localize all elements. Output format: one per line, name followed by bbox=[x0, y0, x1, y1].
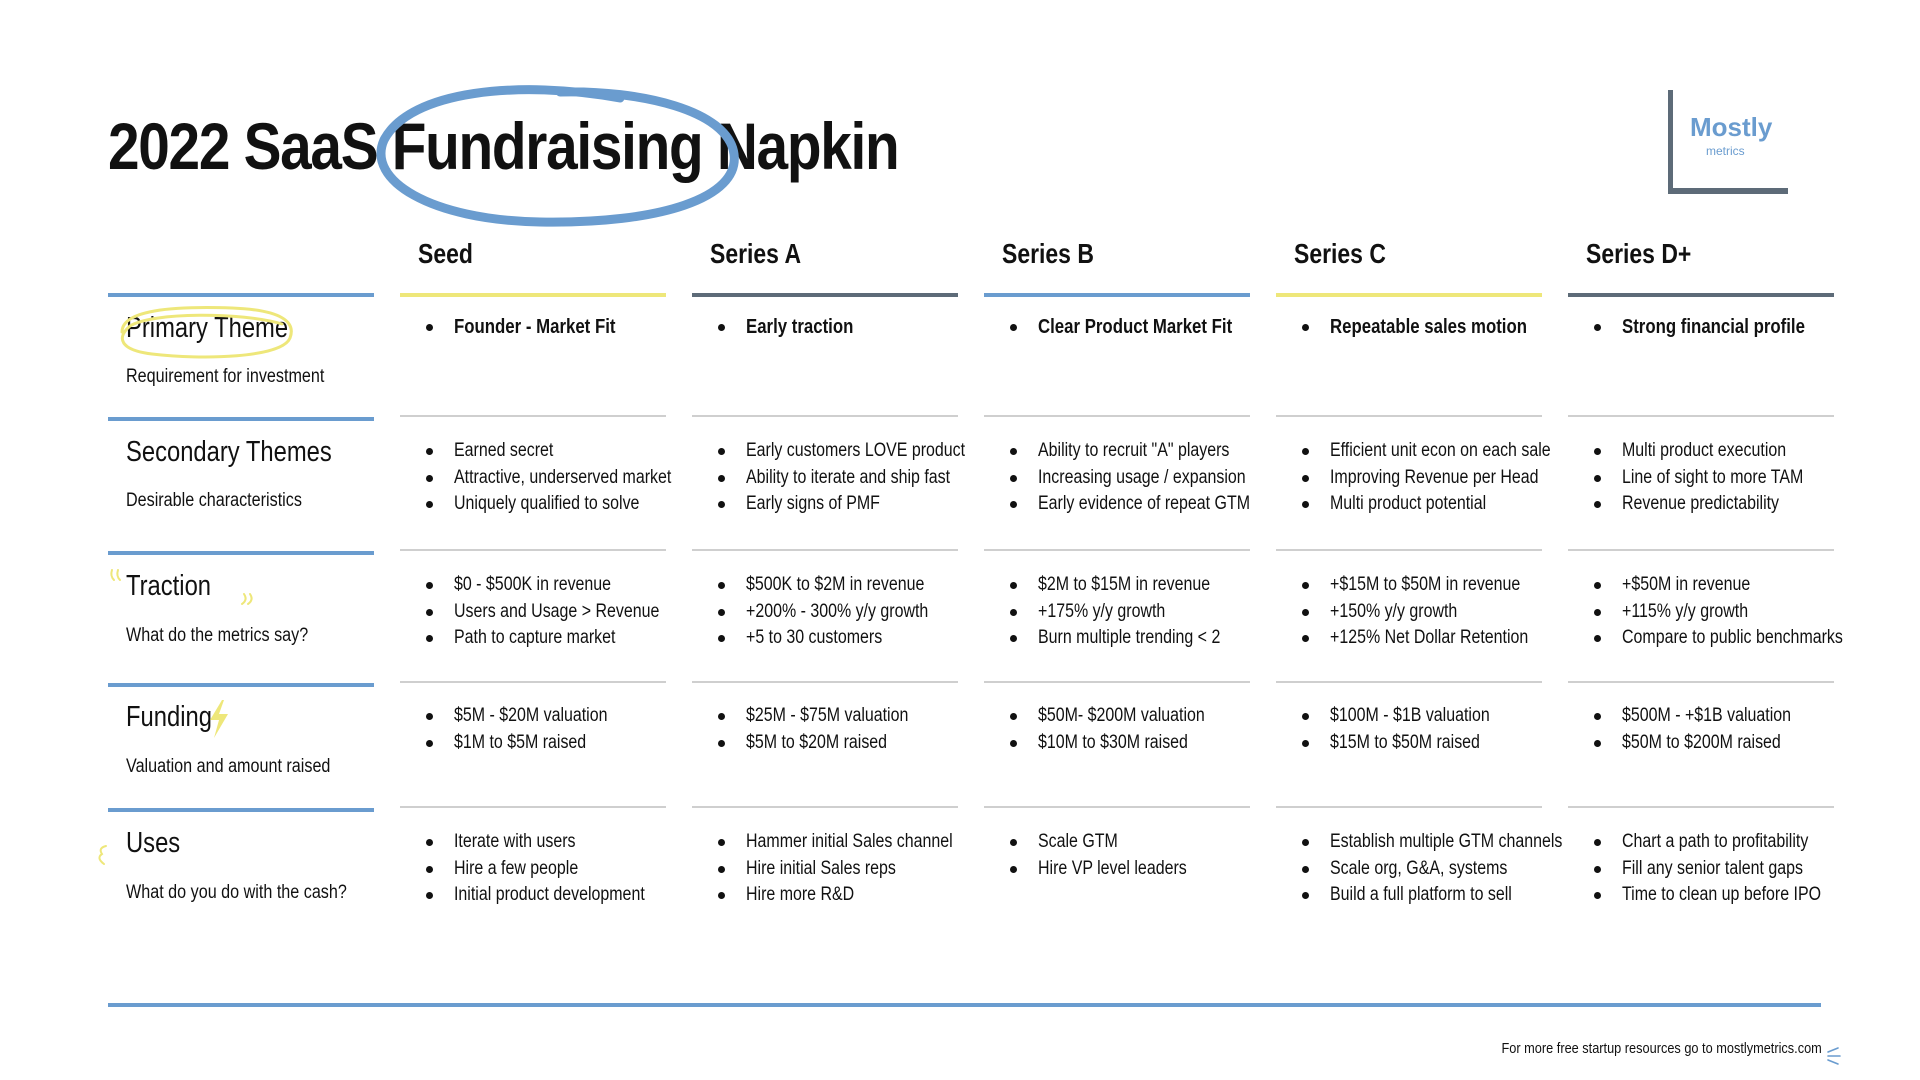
quote-marks-icon bbox=[108, 566, 128, 586]
list-item-text: Efficient unit econ on each sale bbox=[1330, 440, 1551, 461]
list-item bbox=[1300, 438, 1593, 465]
cell-uses-series-c bbox=[1300, 829, 1607, 909]
list-item-text: Hire a few people bbox=[454, 857, 579, 879]
list-item bbox=[1300, 599, 1566, 626]
list-item-text: Time to clean up before IPO bbox=[1622, 884, 1822, 905]
cell-primary-theme-series-a bbox=[716, 314, 874, 341]
row-divider-series-b bbox=[984, 415, 1250, 417]
list-item-text: Line of sight to more TAM bbox=[1622, 466, 1804, 488]
list-item-text: Early traction bbox=[746, 316, 854, 338]
list-item-text: Ability to recruit "A" players bbox=[1038, 440, 1230, 461]
list-item bbox=[1592, 829, 1859, 856]
cell-funding-series-c bbox=[1300, 703, 1520, 756]
row-divider-series-b bbox=[984, 681, 1250, 683]
row-subtitle-uses: What do you do with the cash? bbox=[126, 882, 347, 903]
list-item-text: +115% y/y growth bbox=[1622, 600, 1749, 622]
row-title-secondary-themes: Secondary Themes bbox=[126, 436, 332, 468]
list-item bbox=[424, 856, 681, 883]
row-subtitle-secondary-themes: Desirable characteristics bbox=[126, 490, 302, 511]
series-c-accent-line bbox=[1276, 293, 1542, 297]
cell-secondary-themes-seed bbox=[424, 438, 713, 518]
list-item bbox=[1008, 829, 1215, 856]
list-item-text: Multi product potential bbox=[1330, 493, 1487, 514]
list-item bbox=[1592, 730, 1823, 757]
list-item-text: +150% y/y growth bbox=[1330, 600, 1458, 622]
list-item-text: $5M - $20M valuation bbox=[454, 705, 608, 726]
logo-wordmark: Mostly bbox=[1690, 112, 1773, 142]
row-divider-series-b bbox=[984, 806, 1250, 808]
list-item-text: Chart a path to profitability bbox=[1622, 831, 1809, 852]
list-item-text: Initial product development bbox=[454, 884, 645, 905]
list-item bbox=[716, 829, 992, 856]
cell-primary-theme-series-b bbox=[1008, 314, 1269, 341]
list-item-text: Revenue predictability bbox=[1622, 493, 1780, 514]
list-item-text: +175% y/y growth bbox=[1038, 600, 1166, 622]
list-item-text: $50M- $200M valuation bbox=[1038, 705, 1205, 726]
list-item-text: Early customers LOVE product bbox=[746, 440, 966, 461]
list-item-text: Improving Revenue per Head bbox=[1330, 466, 1539, 488]
footer-divider bbox=[108, 1003, 1821, 1007]
list-item bbox=[1300, 625, 1566, 652]
list-item-text: Scale org, G&A, systems bbox=[1330, 857, 1508, 879]
list-item-text: +125% Net Dollar Retention bbox=[1330, 627, 1529, 648]
list-item-text: Clear Product Market Fit bbox=[1038, 316, 1233, 338]
list-item-text: $100M - $1B valuation bbox=[1330, 705, 1490, 726]
cell-secondary-themes-series-b bbox=[1008, 438, 1290, 518]
list-item bbox=[1592, 491, 1838, 518]
row-divider-series-b bbox=[984, 549, 1250, 551]
list-item bbox=[424, 438, 713, 465]
row-title-traction: Traction bbox=[126, 570, 212, 602]
list-item-text: $25M - $75M valuation bbox=[746, 705, 909, 726]
row-divider-label bbox=[108, 808, 374, 812]
list-item-text: Hire initial Sales reps bbox=[746, 857, 896, 879]
list-item bbox=[1300, 314, 1565, 341]
list-item bbox=[1300, 856, 1607, 883]
list-item-text: $500K to $2M in revenue bbox=[746, 574, 925, 595]
list-item bbox=[1592, 465, 1838, 492]
list-item bbox=[1592, 314, 1840, 341]
list-item-text: $15M to $50M raised bbox=[1330, 731, 1480, 753]
row-divider-seed bbox=[400, 415, 666, 417]
cell-uses-series-a bbox=[716, 829, 992, 909]
list-item-text: $50M to $200M raised bbox=[1622, 731, 1781, 753]
list-item bbox=[1008, 572, 1255, 599]
row-divider-series-a bbox=[692, 806, 958, 808]
list-item bbox=[716, 730, 939, 757]
page-title: 2022 SaaS Fundraising Napkin bbox=[108, 109, 899, 183]
list-item bbox=[424, 572, 699, 599]
list-item bbox=[1300, 703, 1520, 730]
list-item bbox=[716, 465, 1007, 492]
row-subtitle-primary-theme: Requirement for investment bbox=[126, 366, 325, 387]
cell-traction-series-d bbox=[1592, 572, 1885, 652]
list-item-text: Uniquely qualified to solve bbox=[454, 493, 640, 514]
list-item bbox=[716, 314, 874, 341]
cell-traction-series-c bbox=[1300, 572, 1566, 652]
row-divider-series-d bbox=[1568, 549, 1834, 551]
list-item bbox=[424, 829, 681, 856]
list-item-text: Early signs of PMF bbox=[746, 493, 880, 514]
list-item bbox=[424, 703, 637, 730]
list-item bbox=[1300, 829, 1607, 856]
list-item bbox=[424, 882, 681, 909]
stage-header-series-a: Series A bbox=[710, 238, 802, 269]
list-item-text: $1M to $5M raised bbox=[454, 731, 587, 753]
cell-secondary-themes-series-a bbox=[716, 438, 1007, 518]
cell-funding-series-a bbox=[716, 703, 939, 756]
list-item-text: Establish multiple GTM channels bbox=[1330, 831, 1563, 852]
mostly-metrics-logo bbox=[1668, 90, 1792, 194]
list-item-text: Users and Usage > Revenue bbox=[454, 600, 660, 622]
scribble-highlight-icon bbox=[112, 302, 298, 364]
list-item bbox=[716, 703, 939, 730]
stage-header-seed: Seed bbox=[418, 238, 473, 269]
list-item bbox=[1592, 882, 1859, 909]
list-item bbox=[716, 882, 992, 909]
list-item-text: Path to capture market bbox=[454, 627, 616, 648]
cell-primary-theme-series-d bbox=[1592, 314, 1840, 341]
cell-primary-theme-seed bbox=[424, 314, 646, 341]
list-item-text: $10M to $30M raised bbox=[1038, 731, 1188, 753]
row-divider-series-a bbox=[692, 415, 958, 417]
cell-funding-seed bbox=[424, 703, 637, 756]
row-divider-label bbox=[108, 417, 374, 421]
logo-subtext: metrics bbox=[1706, 144, 1745, 158]
list-item bbox=[1300, 572, 1566, 599]
row-divider-label bbox=[108, 683, 374, 687]
list-item bbox=[1300, 882, 1607, 909]
list-item-text: Burn multiple trending < 2 bbox=[1038, 627, 1221, 648]
hand-drawn-circle-highlight bbox=[370, 80, 750, 230]
list-item bbox=[1008, 438, 1290, 465]
row-divider-series-d bbox=[1568, 806, 1834, 808]
list-item bbox=[424, 625, 699, 652]
cell-traction-series-b bbox=[1008, 572, 1255, 652]
list-item bbox=[1008, 703, 1237, 730]
list-item bbox=[1592, 703, 1823, 730]
row-divider-series-c bbox=[1276, 806, 1542, 808]
list-item bbox=[1008, 730, 1237, 757]
list-item-text: $2M to $15M in revenue bbox=[1038, 574, 1211, 595]
cell-uses-series-b bbox=[1008, 829, 1215, 882]
seed-accent-line bbox=[400, 293, 666, 297]
lightning-bolt-icon bbox=[206, 698, 232, 740]
row-title-uses: Uses bbox=[126, 827, 181, 859]
list-item bbox=[424, 730, 637, 757]
row-subtitle-traction: What do the metrics say? bbox=[126, 625, 309, 646]
series-d-accent-line bbox=[1568, 293, 1834, 297]
cell-primary-theme-series-c bbox=[1300, 314, 1565, 341]
row-title-funding: Funding bbox=[126, 701, 212, 733]
row-divider-series-c bbox=[1276, 549, 1542, 551]
list-item bbox=[716, 572, 963, 599]
row-title-primary-theme: Primary Theme bbox=[126, 312, 289, 344]
footer-resources-note: For more free startup resources go to mostlymetrics.com bbox=[1501, 1040, 1822, 1057]
row-divider-series-c bbox=[1276, 681, 1542, 683]
row-divider-seed bbox=[400, 549, 666, 551]
quote-marks-icon bbox=[236, 590, 256, 610]
list-item bbox=[716, 491, 1007, 518]
list-item-text: Hire VP level leaders bbox=[1038, 857, 1187, 879]
list-item bbox=[1592, 438, 1838, 465]
list-item-text: Hire more R&D bbox=[746, 884, 855, 905]
list-item-text: Founder - Market Fit bbox=[454, 316, 616, 338]
row-divider-series-d bbox=[1568, 415, 1834, 417]
list-item bbox=[424, 599, 699, 626]
list-item bbox=[1008, 314, 1269, 341]
list-item-text: Ability to iterate and ship fast bbox=[746, 466, 951, 488]
list-item-text: Strong financial profile bbox=[1622, 316, 1805, 338]
row-divider-series-c bbox=[1276, 415, 1542, 417]
cell-funding-series-d bbox=[1592, 703, 1823, 756]
list-item-text: $500M - +$1B valuation bbox=[1622, 705, 1792, 726]
series-a-accent-line bbox=[692, 293, 958, 297]
list-item-text: +200% - 300% y/y growth bbox=[746, 600, 929, 622]
row-subtitle-funding: Valuation and amount raised bbox=[126, 756, 331, 777]
row-divider-series-a bbox=[692, 681, 958, 683]
list-item-text: Hammer initial Sales channel bbox=[746, 831, 953, 852]
list-item-text: +$50M in revenue bbox=[1622, 574, 1751, 595]
cell-secondary-themes-series-c bbox=[1300, 438, 1593, 518]
list-item-text: Scale GTM bbox=[1038, 831, 1118, 852]
list-item-text: Compare to public benchmarks bbox=[1622, 627, 1843, 648]
list-item bbox=[1008, 599, 1255, 626]
list-item-text: $0 - $500K in revenue bbox=[454, 574, 612, 595]
list-item bbox=[1008, 465, 1290, 492]
list-item bbox=[1592, 856, 1859, 883]
list-item-text: Iterate with users bbox=[454, 831, 576, 852]
list-item-text: +$15M to $50M in revenue bbox=[1330, 574, 1521, 595]
series-b-accent-line bbox=[984, 293, 1250, 297]
sparkle-icon bbox=[1826, 1046, 1844, 1066]
list-item-text: Repeatable sales motion bbox=[1330, 316, 1528, 338]
list-item bbox=[1300, 730, 1520, 757]
list-item bbox=[716, 625, 963, 652]
list-item bbox=[424, 465, 713, 492]
list-item-text: Fill any senior talent gaps bbox=[1622, 857, 1803, 879]
list-item-text: Multi product execution bbox=[1622, 440, 1787, 461]
stage-header-series-d: Series D+ bbox=[1586, 238, 1692, 269]
cell-traction-series-a bbox=[716, 572, 963, 652]
list-item-text: Build a full platform to sell bbox=[1330, 884, 1512, 905]
list-item-text: +5 to 30 customers bbox=[746, 627, 883, 648]
list-item bbox=[1300, 491, 1593, 518]
list-item bbox=[1008, 491, 1290, 518]
stage-header-series-b: Series B bbox=[1002, 238, 1094, 269]
list-item bbox=[1300, 465, 1593, 492]
cell-secondary-themes-series-d bbox=[1592, 438, 1838, 518]
list-item bbox=[424, 491, 713, 518]
list-item bbox=[716, 599, 963, 626]
row-divider-label bbox=[108, 551, 374, 555]
list-item bbox=[1592, 599, 1885, 626]
row-divider-seed bbox=[400, 681, 666, 683]
cell-uses-series-d bbox=[1592, 829, 1859, 909]
list-item-text: Earned secret bbox=[454, 440, 554, 461]
list-item bbox=[1592, 572, 1885, 599]
cell-traction-seed bbox=[424, 572, 699, 652]
cell-funding-series-b bbox=[1008, 703, 1237, 756]
list-item bbox=[716, 438, 1007, 465]
list-item bbox=[1008, 856, 1215, 883]
label-column-accent-line bbox=[108, 293, 374, 297]
list-item bbox=[1592, 625, 1885, 652]
row-divider-seed bbox=[400, 806, 666, 808]
list-item-text: Increasing usage / expansion bbox=[1038, 466, 1246, 488]
stage-header-series-c: Series C bbox=[1294, 238, 1386, 269]
list-item bbox=[1008, 625, 1255, 652]
list-item bbox=[424, 314, 646, 341]
cell-uses-seed bbox=[424, 829, 681, 909]
row-divider-series-a bbox=[692, 549, 958, 551]
row-divider-series-d bbox=[1568, 681, 1834, 683]
squiggle-icon bbox=[94, 842, 110, 868]
list-item bbox=[716, 856, 992, 883]
list-item-text: Attractive, underserved market bbox=[454, 466, 672, 488]
list-item-text: $5M to $20M raised bbox=[746, 731, 888, 753]
list-item-text: Early evidence of repeat GTM bbox=[1038, 493, 1251, 514]
